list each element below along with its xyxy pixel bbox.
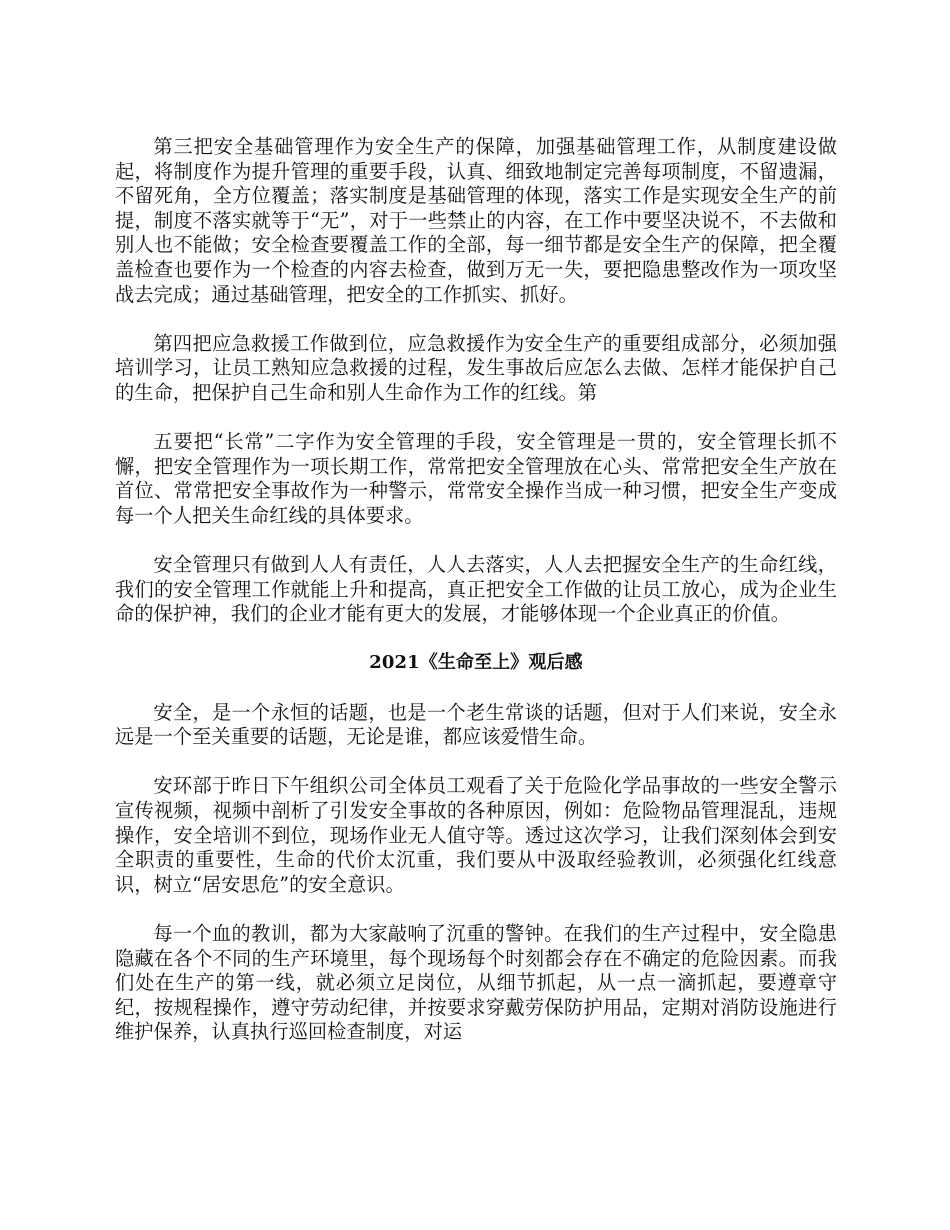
paragraph-intro: 安全，是一个永恒的话题，也是一个老生常谈的话题，但对于人们来说，安全永远是一个至关重要的话题，无论是谁，都应该爱惜生命。: [115, 700, 837, 749]
paragraph-fifth-measure: 五要把“长常”二字作为安全管理的手段，安全管理是一贯的，安全管理长抓不懈，把安全管理作为一项长期工作，常常把安全管理放在心头、常常把安全生产放在首位、常常把安全事故作为一种警示，常常安全操作当成一种习惯，把安全生产变成每一个人把关生命红线的具体要求。: [115, 430, 837, 527]
document-page: [115, 135, 837, 1070]
essay-title: 2021《生命至上》观后感: [369, 652, 583, 674]
paragraph-lessons: 每一个血的教训，都为大家敲响了沉重的警钟。在我们的生产过程中，安全隐患隐藏在各个不同的生产环境里，每个现场每个时刻都会存在不确定的危险因素。而我们处在生产的第一线，就必须立足岗位，从细节抓起，从一点一滴抓起，要遵章守纪，按规程操作，遵守劳动纪律，并按要求穿戴劳保防护用品，定期对消防设施进行维护保养，认真执行巡回检查制度，对运: [115, 922, 837, 1044]
paragraph-training: 安环部于昨日下午组织公司全体员工观看了关于危险化学品事故的一些安全警示宣传视频，视频中剖析了引发安全事故的各种原因，例如：危险物品管理混乱，违规操作，安全培训不到位，现场作业无人值守等。透过这次学习，让我们深刻体会到安全职责的重要性，生命的代价太沉重，我们要从中汲取经验教训，必须强化红线意识，树立“居安思危”的安全意识。: [115, 774, 837, 896]
paragraph-fourth-measure: 第四把应急救援工作做到位，应急救援作为安全生产的重要组成部分，必须加强培训学习，让员工熟知应急救援的过程，发生事故后应怎么去做、怎样才能保护自己的生命，把保护自己生命和别人生命作为工作的红线。第: [115, 331, 837, 404]
paragraph-conclusion: 安全管理只有做到人人有责任，人人去落实，人人去把握安全生产的生命红线，我们的安全管理工作就能上升和提高，真正把安全工作做的让员工放心，成为企业生命的保护神，我们的企业才能有更大的发展，才能够体现一个企业真正的价值。: [115, 553, 837, 626]
paragraph-third-measure: 第三把安全基础管理作为安全生产的保障，加强基础管理工作，从制度建设做起，将制度作为提升管理的重要手段，认真、细致地制定完善每项制度，不留遗漏，不留死角，全方位覆盖；落实制度是基础管理的体现，落实工作是实现安全生产的前提，制度不落实就等于“无”，对于一些禁止的内容，在工作中要坚决说不，不去做和别人也不能做；安全检查要覆盖工作的全部，每一细节都是安全生产的保障，把全覆盖检查也要作为一个检查的内容去检查，做到万无一失，要把隐患整改作为一项攻坚战去完成；通过基础管理，把安全的工作抓实、抓好。: [115, 135, 837, 306]
